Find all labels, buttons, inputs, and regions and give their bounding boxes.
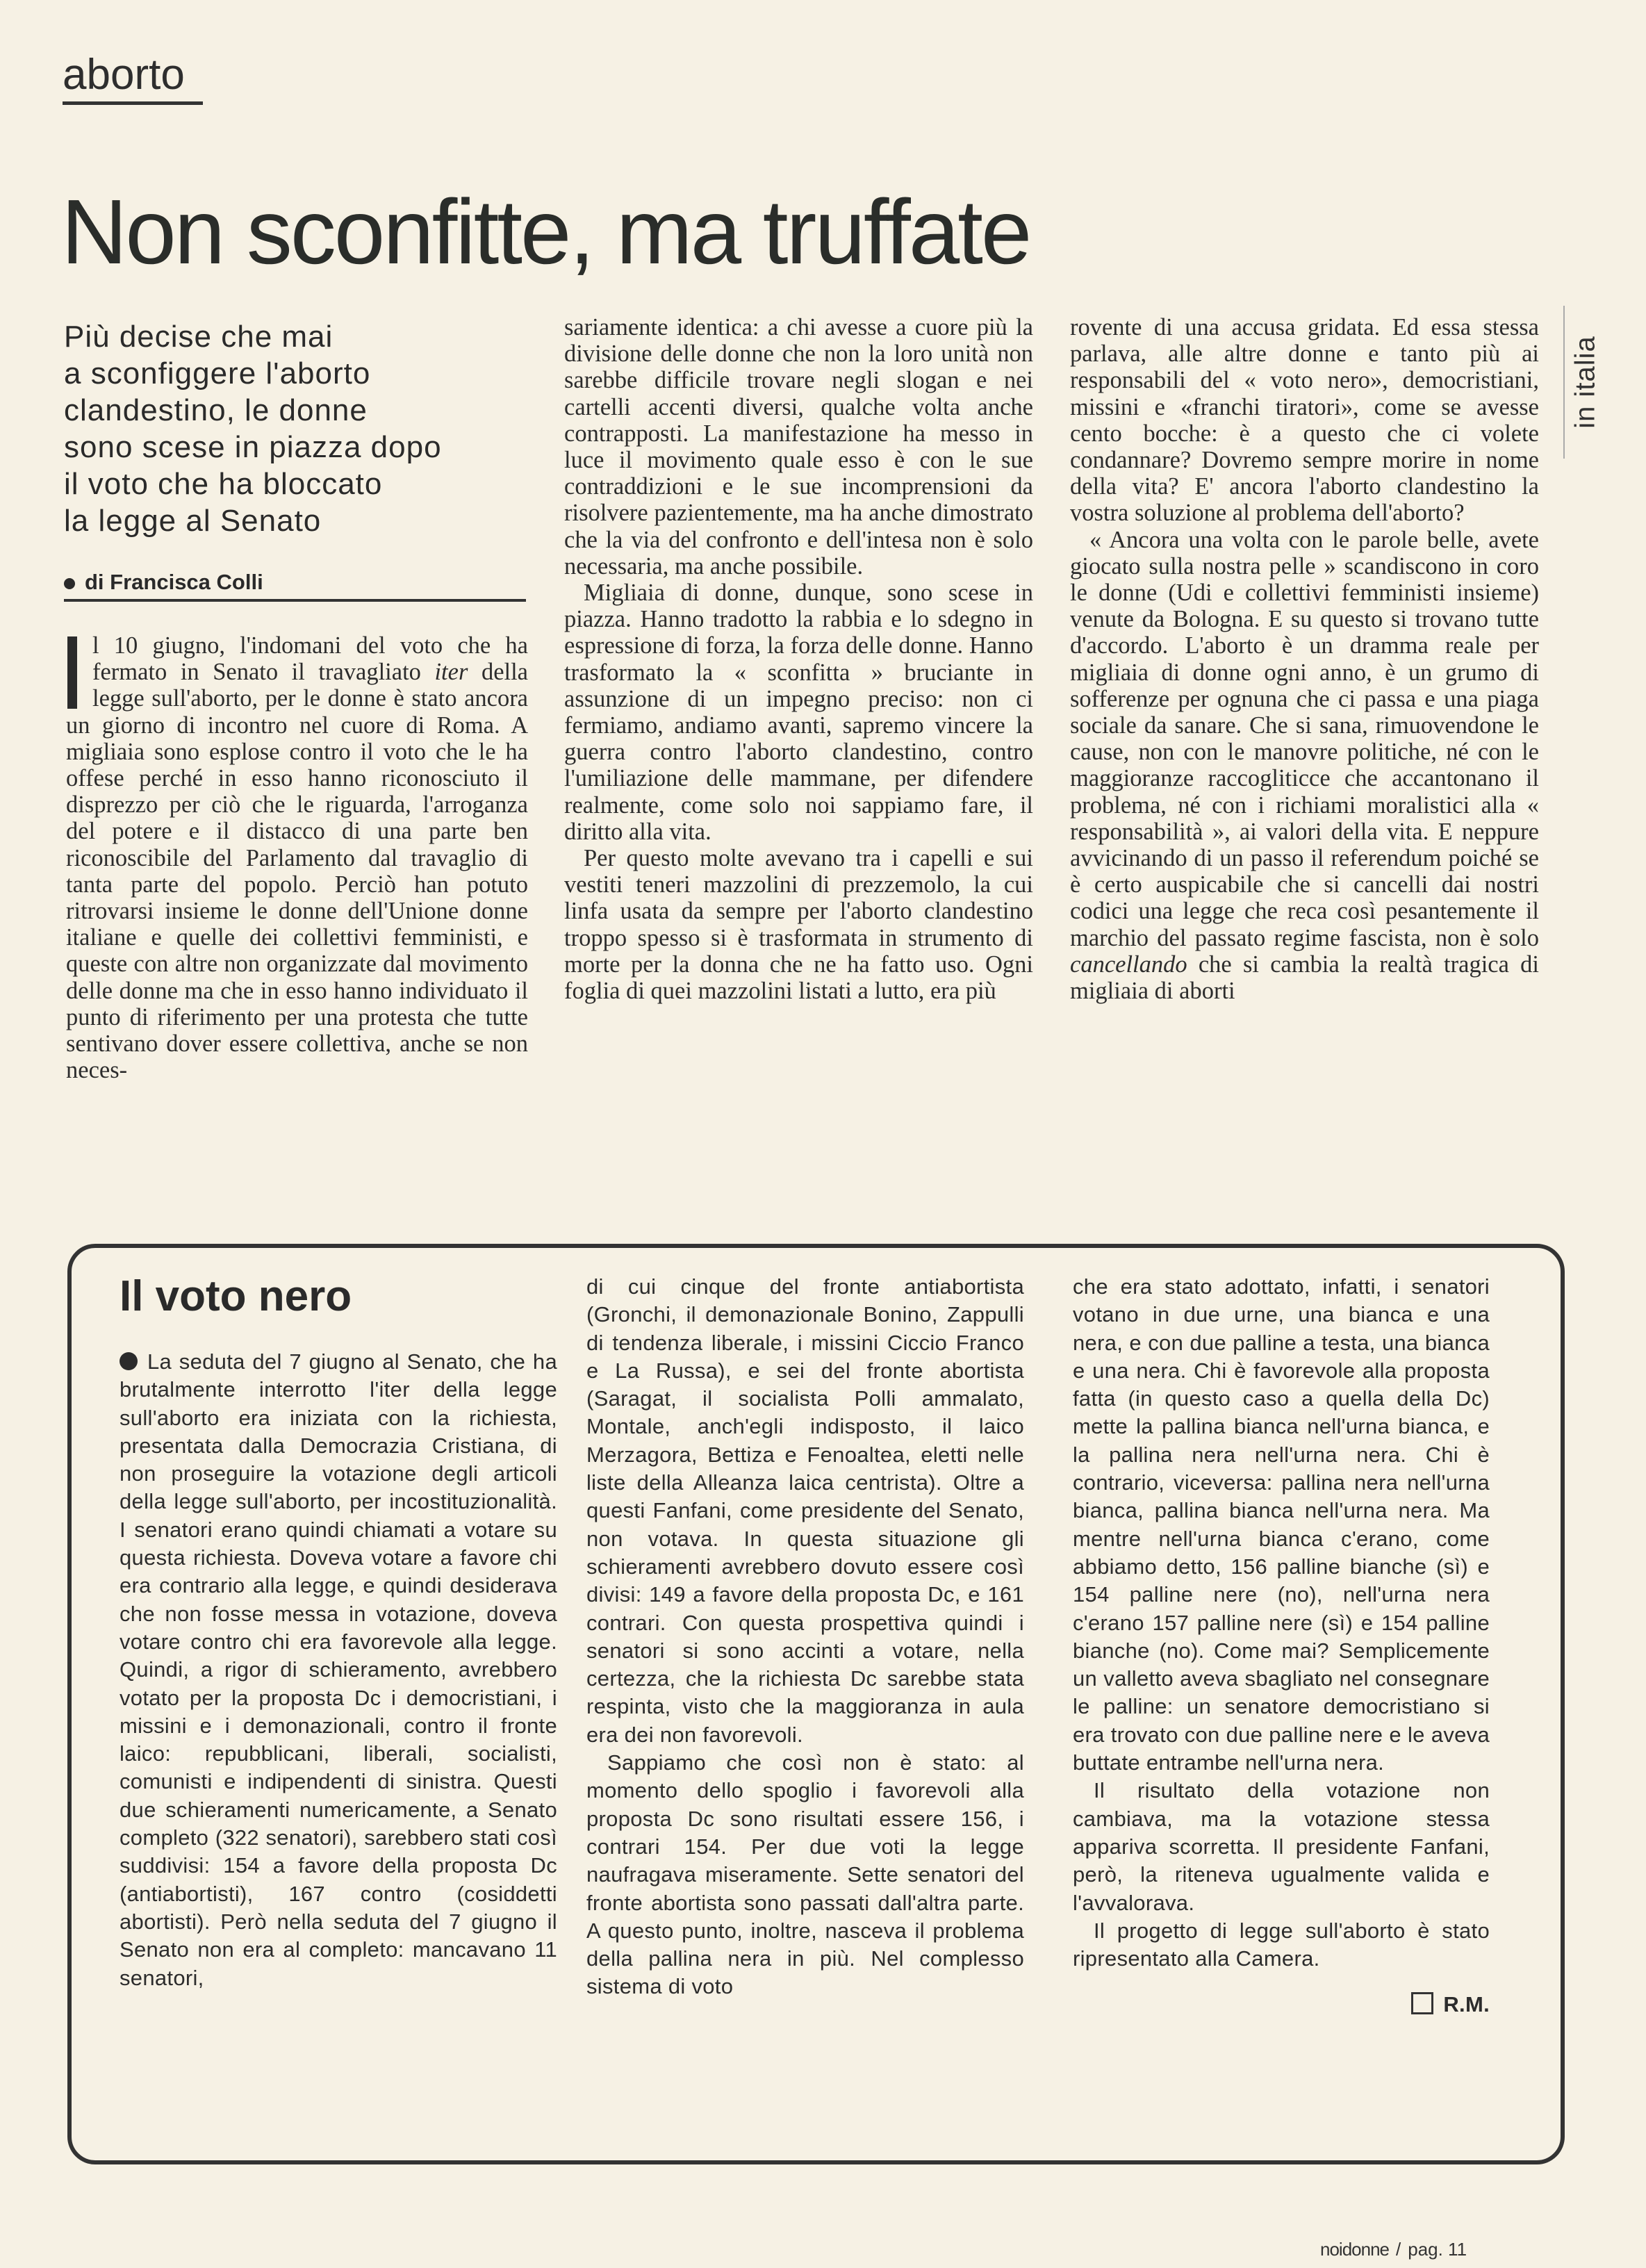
italic-term: cancellando	[1070, 951, 1187, 978]
standfirst-line: il voto che ha bloccato	[64, 467, 383, 501]
magazine-name: noidonne	[1320, 2239, 1389, 2260]
article-paragraph: « Ancora una volta con le parole belle, avete giocato sulla nostra pelle » scandiscono in coro le donne (Udi e collettivi femministi insieme) venute da Bologna. E su questo si trovano tutte d'accordo. L'aborto è un dramma reale per migliaia di donne ogni anno, è un grumo di sofferenze per ognuna che ci passa e una piaga sociale da sanare. Che si sana, rimuovendone le cause, non con le manovre politiche, né con le maggioranze raccogliticce che accantonano il problema, né con i richiami moralistici alla « responsabilità », ai valori della vita. E neppure avvicinando di un passo il referendum poiché se è certo auspicabile che si cancelli dai nostri codici una legge che reca così pesantemente il marchio del passato regime fascista, non è solo cancellando che si cambia la realtà tragica di migliaia di aborti	[1070, 526, 1539, 1005]
page-number: pag. 11	[1408, 2239, 1467, 2260]
drop-cap-i	[67, 636, 77, 709]
article-paragraph: l 10 giugno, l'indomani del voto che ha fermato in Senato il travagliato iter della legge sull'aborto, per le donne è stato ancora un giorno di incontro nel cuore di Roma. A migliaia sono esplose contro il voto che le ha offese perché in esso hanno riconosciuto il disprezzo per ciò che le riguarda, l'arroganza del potere e il distacco di una parte ben riconoscibile del Parlamento dal travaglio di tanta parte del popolo. Perciò han potuto ritrovarsi insieme le donne dell'Unione donne italiane e quelle dei collettivi femministi, e queste con altre non organizzate dal movimento delle donne ma che in esso hanno individuato il punto di riferimento per una protesta che tutte sentivano dover essere collettiva, anche se non neces-	[66, 632, 528, 1084]
article-column-2	[564, 314, 1033, 1004]
author-name: di Francisca Colli	[85, 570, 263, 594]
article-paragraph: sariamente identica: a chi avesse a cuore più la divisione delle donne che non la loro unità non sarebbe difficile trovare negli slogan e nei cartelli accenti diversi, qualche volta anche contrapposti. La manifestazione ha messo in luce il movimento quale esso è con le sue contraddizioni e le sue incomprensioni da risolvere pazientemente, ma ha anche dimostrato che la via del confronto e dell'intesa non è solo necessaria, ma anche possibile.	[564, 314, 1033, 580]
italic-term: iter	[434, 659, 468, 686]
sidebar-paragraph: Il progetto di legge sull'aborto è stato ripresentato alla Camera.	[1073, 1918, 1490, 1971]
end-mark-square-icon	[1411, 1992, 1433, 2014]
side-tab-label: in italia	[1570, 336, 1601, 429]
footer-separator: /	[1396, 2239, 1401, 2260]
signature	[1073, 1991, 1490, 2019]
sidebar-paragraph: di cui cinque del fronte antiabortista (Gronchi, il demonazionale Bonino, Zappulli di tendenza liberale, i missini Ciccio Franco e La Russa), e sei del fronte abortista (Saragat, il socialista Polli ammalato, Montale, anch'egli indisposto, il laico Merzagora, Bettiza e Fenoaltea, eletti nelle liste della Alleanza laica centrista). Oltre a questi Fanfani, come presidente del Senato, non votava. In questa situazione gli schieramenti avrebbero dovuto essere così divisi: 149 a favore della proposta Dc, e 161 contrari. Con questa prospettiva quindi i senatori si sono accinti a votare, nella certezza, che la richiesta Dc sarebbe stata respinta, visto che la maggioranza in aula era dei non favorevoli.	[586, 1274, 1024, 1747]
standfirst-line: la legge al Senato	[64, 504, 322, 538]
sidebar-column-2	[586, 1273, 1024, 2001]
page-title: Non sconfitte, ma truffate	[61, 181, 1030, 283]
sidebar-paragraph: che era stato adottato, infatti, i senatori votano in due urne, una bianca e una nera, e con due palline a testa, una bianca e una nera. Chi è favorevole alla proposta fatta (in questo caso a quella della Dc) mette la pallina bianca nell'urna bianca, e la pallina nera nell'urna nera. Chi è contrario, viceversa: pallina nera nell'urna bianca, pallina bianca nell'urna nera. Ma mentre nell'urna bianca c'erano, come abbiamo detto, 156 palline bianche (sì) e 154 palline nere (no), nell'urna nera c'erano 157 palline nere (sì) e 154 palline bianche (no). Come mai? Semplicemente un valletto aveva sbagliato nel consegnare le palline: un senatore democristiano si era trovato con due palline nere e le aveva buttate entrambe nell'urna nera.	[1073, 1274, 1490, 1775]
article-paragraph: Per questo molte avevano tra i capelli e sui vestiti teneri mazzolini di prezzemolo, la cui linfa usata da sempre per l'aborto clandestino troppo spesso si è trasformata in strumento di morte per la donna che ne ha fatto uso. Ogni foglia di quei mazzolini listati a lutto, era più	[564, 845, 1033, 1005]
sidebar-title: Il voto nero	[120, 1272, 352, 1320]
standfirst	[64, 318, 495, 539]
sidebar-column-1	[120, 1348, 557, 1992]
section-underline	[63, 101, 203, 105]
signature-initials: R.M.	[1443, 1992, 1490, 2017]
standfirst-line: sono scese in piazza dopo	[64, 430, 442, 464]
section-side-tab	[1563, 306, 1606, 459]
sidebar-column-3	[1073, 1273, 1490, 2019]
section-label: aborto	[63, 51, 185, 99]
sidebar-paragraph: Il risultato della votazione non cambiava, ma la votazione stessa appariva scorretta. Il presidente Fanfani, però, la riteneva ugualmente valida e l'avvalorava.	[1073, 1778, 1490, 1915]
article-column-3	[1070, 314, 1539, 1004]
standfirst-line: clandestino, le donne	[64, 393, 368, 427]
bullet-icon	[64, 578, 75, 589]
sidebar-paragraph: Sappiamo che così non è stato: al momento dello spoglio i favorevoli alla proposta Dc sono risultati essere 156, i contrari 154. Per due voti la legge naufragava miseramente. Sette senatori del fronte abortista sono passati dall'altra parte. A questo punto, inoltre, nasceva il problema della pallina nera in più. Nel complesso sistema di voto	[586, 1750, 1024, 1999]
byline-rule	[64, 599, 526, 602]
standfirst-line: a sconfiggere l'aborto	[64, 356, 371, 391]
standfirst-line: Più decise che mai	[64, 320, 334, 354]
bullet-icon	[120, 1352, 138, 1370]
article-column-1	[66, 632, 528, 1083]
article-paragraph: Migliaia di donne, dunque, sono scese in piazza. Hanno tradotto la rabbia e lo sdegno in espressione di forza, la forza delle donne. Hanno trasformato la « sconfitta » bruciante in assunzione di un impegno preciso: non ci fermiamo, andiamo avanti, sapremo vincere la guerra contro l'aborto clandestino, contro l'umiliazione delle mammane, per difendere realmente, come solo noi sappiamo fare, il diritto alla vita.	[564, 580, 1033, 845]
article-paragraph: rovente di una accusa gridata. Ed essa stessa parlava, alle altre donne e tanto più ai responsabili del « voto nero», democristiani, missini e «franchi tiratori», come se avesse cento bocche: è a questo che ci volete condannare? Dovremo sempre morire in nome della vita? E' ancora l'aborto clandestino la vostra soluzione al problema dell'aborto?	[1070, 314, 1539, 527]
page-footer	[1320, 2239, 1467, 2260]
sidebar-paragraph: La seduta del 7 giugno al Senato, che ha brutalmente interrotto l'iter della legge sull'aborto era iniziata con la richiesta, presentata dalla Democrazia Cristiana, di non proseguire la votazione degli articoli della legge sull'aborto, per incostituzionalità. I senatori erano quindi chiamati a votare su questa richiesta. Doveva votare a favore chi era contrario alla legge, e quindi desiderava che non fosse messa in votazione, doveva votare contro chi era favorevole alla legge. Quindi, a rigor di schieramento, avrebbero votato per la proposta Dc i democristiani, i missini e i demonazionali, contro il fronte laico: repubblicani, liberali, socialisti, comunisti e indipendenti di sinistra. Questi due schieramenti numericamente, a Senato completo (322 senatori), sarebbero stati così suddivisi: 154 a favore della proposta Dc (antiabortisti), 167 contro (cosiddetti abortisti). Però nella seduta del 7 giugno il Senato non era al completo: mancavano 11 senatori,	[120, 1349, 557, 1990]
byline	[64, 570, 263, 595]
